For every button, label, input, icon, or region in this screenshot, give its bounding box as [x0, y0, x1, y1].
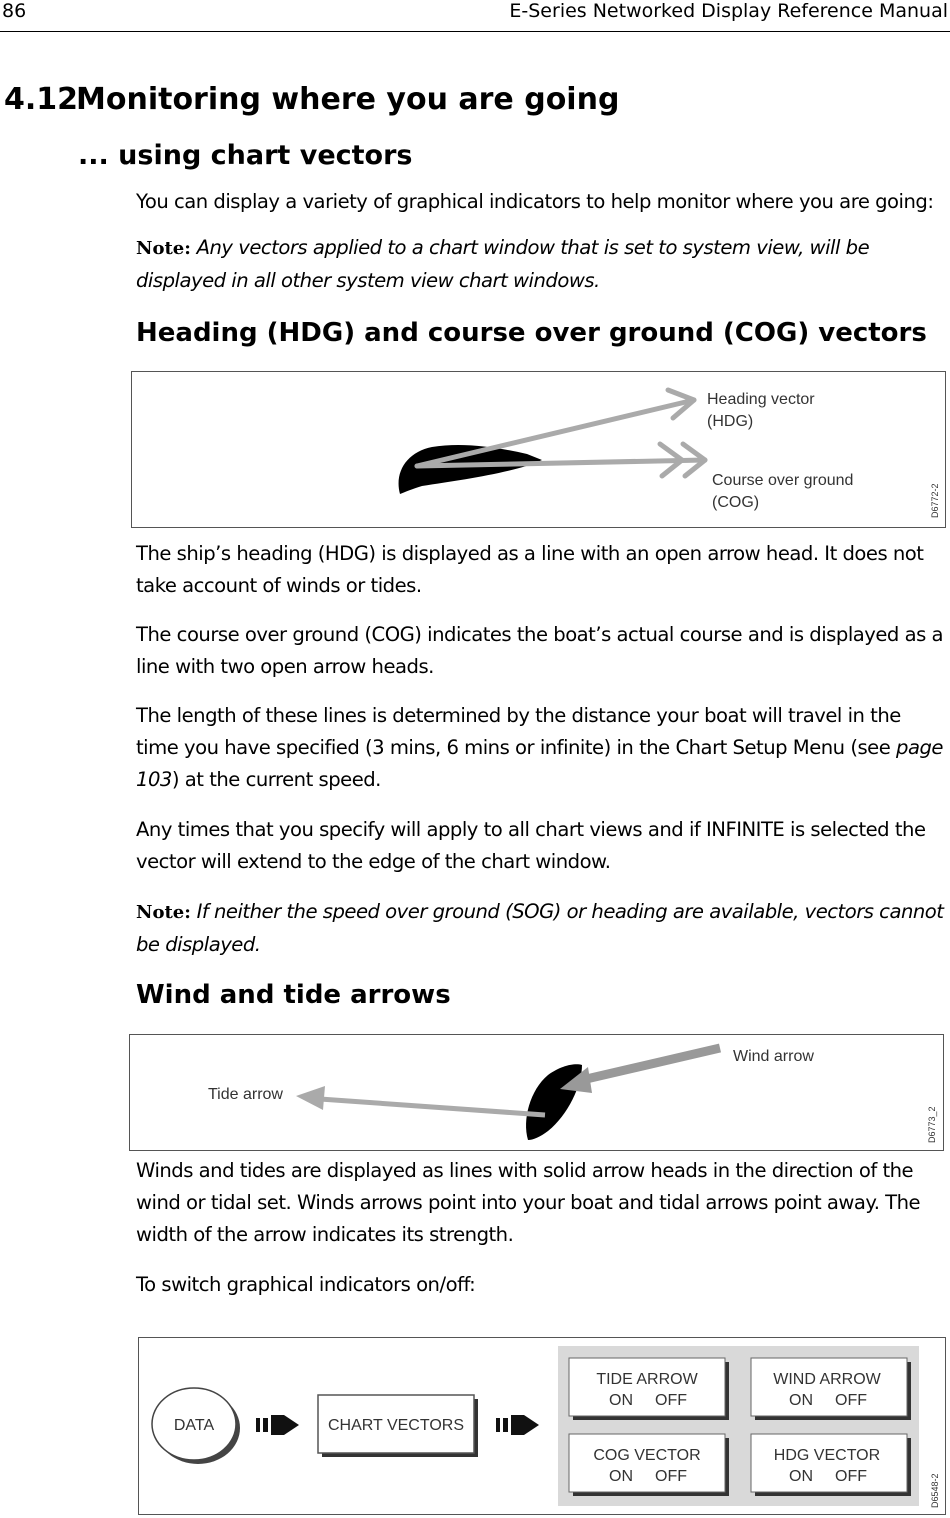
softkey-on: ON	[789, 1392, 813, 1409]
softkey-on: ON	[609, 1392, 633, 1409]
softkey-on: ON	[609, 1468, 633, 1485]
tide-arrow-softkey[interactable]	[569, 1358, 729, 1420]
length-text: The length of these lines is determined by the distance your boat will travel in the time you have specified (3 mins, 6 mins or infinite) in the Chart Setup Menu (see	[136, 704, 901, 759]
note-1	[136, 232, 946, 297]
data-button-label: DATA	[173, 1417, 215, 1434]
step-arrow-icon	[496, 1415, 539, 1435]
softkey-title: COG VECTOR	[593, 1447, 701, 1464]
wind-tide-paragraph: Winds and tides are displayed as lines with solid arrow heads in the direction of the wind or tidal set. Winds arrows point into your boat and tidal arrows point away. The width of the arrow indicates its strength.	[136, 1159, 921, 1246]
cog-vector-softkey[interactable]	[569, 1434, 729, 1496]
header-divider	[0, 31, 950, 32]
switch-instruction: To switch graphical indicators on/off:	[136, 1273, 476, 1296]
hdg-paragraph: The ship’s heading (HDG) is displayed as a line with an open arrow head. It does not take account of winds or tides.	[136, 542, 924, 597]
note-text: Any vectors applied to a chart window that is set to system view, will be displayed in all other system view chart windows.	[136, 236, 870, 292]
section-subtitle: ... using chart vectors	[78, 140, 413, 171]
manual-title: E-Series Networked Display Reference Manual	[509, 0, 948, 22]
boat-icon	[526, 1064, 582, 1140]
wind-arrow-line	[582, 1048, 720, 1080]
data-button[interactable]	[152, 1388, 240, 1464]
length-paragraph	[136, 700, 946, 796]
note-label: Note:	[136, 238, 191, 259]
figure-id: D6548-2	[930, 1473, 940, 1508]
chart-vectors-label: CHART VECTORS	[327, 1417, 465, 1434]
hdg-cog-heading: Heading (HDG) and course over ground (COG) vectors	[136, 318, 927, 348]
step-arrow-icon	[256, 1415, 299, 1435]
tide-arrowhead	[296, 1086, 325, 1110]
intro-paragraph: You can display a variety of graphical indicators to help monitor where you are going:	[136, 190, 934, 213]
tide-arrow-label: Tide arrow	[208, 1086, 283, 1103]
softkey-on: ON	[789, 1468, 813, 1485]
wind-tide-heading: Wind and tide arrows	[136, 980, 451, 1010]
section-title: Monitoring where you are going	[76, 82, 620, 117]
note-label: Note:	[136, 902, 191, 923]
figure-id: D6773_2	[927, 1106, 937, 1143]
cog-label: Course over ground	[712, 472, 854, 489]
heading-vector-label-abbr: (HDG)	[707, 413, 754, 430]
hdg-cog-figure	[131, 371, 946, 528]
tide-arrow-line	[320, 1099, 545, 1115]
softkey-off: OFF	[655, 1392, 687, 1409]
softkey-off: OFF	[835, 1468, 867, 1485]
wind-arrow-label: Wind arrow	[733, 1048, 814, 1065]
chart-vectors-button[interactable]	[318, 1395, 478, 1457]
softkey-title: WIND ARROW	[773, 1371, 881, 1388]
softkey-title: TIDE ARROW	[596, 1371, 698, 1388]
section-number: 4.12	[4, 82, 79, 117]
section-heading	[4, 82, 619, 117]
times-paragraph: Any times that you specify will apply to all chart views and if INFINITE is selected the vector will extend to the edge of the chart window.	[136, 818, 926, 873]
heading-vector-line	[417, 400, 694, 466]
note-text: If neither the speed over ground (SOG) or heading are available, vectors cannot be displayed.	[136, 900, 944, 956]
cog-paragraph: The course over ground (COG) indicates the boat’s actual course and is displayed as a line with two open arrow heads.	[136, 623, 944, 678]
wind-tide-figure	[129, 1034, 944, 1151]
length-text-end: ) at the current speed.	[171, 768, 381, 791]
softkey-off: OFF	[835, 1392, 867, 1409]
heading-vector-label: Heading vector	[707, 391, 815, 408]
figure-id: D6772-2	[930, 483, 940, 518]
wind-arrow-softkey[interactable]	[751, 1358, 911, 1420]
cog-label-abbr: (COG)	[712, 494, 760, 511]
softkey-off: OFF	[655, 1468, 687, 1485]
procedure-figure	[138, 1337, 946, 1515]
page-number: 86	[2, 0, 27, 22]
note-2	[136, 896, 946, 961]
hdg-vector-softkey[interactable]	[751, 1434, 911, 1496]
softkey-title: HDG VECTOR	[773, 1447, 881, 1464]
page-link[interactable]: page 103	[136, 736, 943, 791]
